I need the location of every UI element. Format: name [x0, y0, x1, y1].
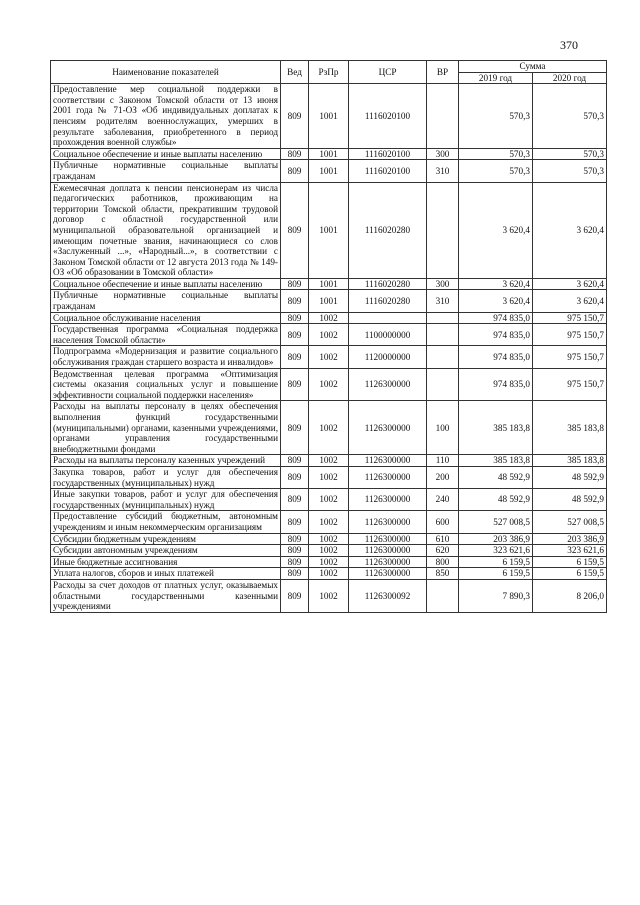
cell-csr: 1116020100 — [349, 148, 427, 160]
cell-vr: 310 — [427, 290, 459, 312]
cell-csr: 1116020100 — [349, 84, 427, 149]
cell-rzpr: 1001 — [309, 278, 349, 290]
cell-ved: 809 — [281, 556, 309, 568]
cell-csr: 1126300000 — [349, 466, 427, 488]
cell-rzpr: 1002 — [309, 312, 349, 324]
cell-csr: 1126300000 — [349, 533, 427, 545]
cell-name: Подпрограмма «Модернизация и развитие социального обслуживания граждан старшего возраста и инвалидов» — [51, 346, 281, 368]
cell-name: Публичные нормативные социальные выплаты гражданам — [51, 160, 281, 182]
cell-rzpr: 1001 — [309, 182, 349, 278]
cell-ved: 809 — [281, 489, 309, 511]
table-body — [51, 84, 607, 613]
cell-csr: 1126300000 — [349, 511, 427, 533]
cell-rzpr: 1002 — [309, 568, 349, 580]
cell-name: Социальное обеспечение и иные выплаты населению — [51, 278, 281, 290]
cell-ved: 809 — [281, 533, 309, 545]
cell-amount-2020: 975 150,7 — [533, 368, 607, 401]
cell-vr: 110 — [427, 455, 459, 467]
cell-amount-2020: 6 159,5 — [533, 568, 607, 580]
header-vr: ВР — [427, 61, 459, 84]
cell-amount-2020: 975 150,7 — [533, 312, 607, 324]
cell-rzpr: 1002 — [309, 401, 349, 455]
cell-vr — [427, 84, 459, 149]
cell-vr: 200 — [427, 466, 459, 488]
cell-name: Ведомственная целевая программа «Оптимизация системы оказания социальных услуг и повышение эффективности социальной поддержки населения» — [51, 368, 281, 401]
table-row — [51, 84, 607, 149]
cell-name: Социальное обеспечение и иные выплаты населению — [51, 148, 281, 160]
cell-amount-2019: 6 159,5 — [459, 568, 533, 580]
cell-amount-2020: 975 150,7 — [533, 346, 607, 368]
cell-rzpr: 1002 — [309, 466, 349, 488]
cell-csr: 1126300000 — [349, 489, 427, 511]
table-row — [51, 511, 607, 533]
cell-csr: 1126300000 — [349, 401, 427, 455]
cell-name: Предоставление мер социальной поддержки в соответствии с Законом Томской области от 13 июня 2001 года № 71-ОЗ «Об индивидуальных доплатах к пенсиям родителям военнослужащих, умерших в результате заболевания, приобретенного в период прохождения военной службы» — [51, 84, 281, 149]
budget-table — [50, 60, 607, 613]
cell-csr: 1126300000 — [349, 556, 427, 568]
cell-amount-2020: 385 183,8 — [533, 401, 607, 455]
cell-ved: 809 — [281, 160, 309, 182]
header-sum: Сумма — [459, 61, 607, 73]
cell-name: Государственная программа «Социальная поддержка населения Томской области» — [51, 324, 281, 346]
cell-vr: 300 — [427, 148, 459, 160]
cell-rzpr: 1002 — [309, 368, 349, 401]
cell-name: Ежемесячная доплата к пенсии пенсионерам из числа педагогических работников, проживающим на территории Томской области, прекратившим трудовой договор с областной государственной или муниципальной образовательной организацией и имеющим почетные звания, начинающиеся со слов «Заслуженный ...», «Народный...», в соответствии с Законом Томской области от 12 августа 2013 года № 149-ОЗ «Об образовании в Томской области» — [51, 182, 281, 278]
cell-amount-2019: 3 620,4 — [459, 278, 533, 290]
cell-amount-2020: 6 159,5 — [533, 556, 607, 568]
cell-amount-2019: 974 835,0 — [459, 346, 533, 368]
cell-vr: 300 — [427, 278, 459, 290]
cell-amount-2019: 48 592,9 — [459, 489, 533, 511]
cell-ved: 809 — [281, 278, 309, 290]
header-name: Наименование показателей — [51, 61, 281, 84]
cell-amount-2020: 3 620,4 — [533, 290, 607, 312]
table-row — [51, 568, 607, 580]
cell-csr: 1126300000 — [349, 568, 427, 580]
cell-ved: 809 — [281, 312, 309, 324]
cell-amount-2020: 570,3 — [533, 148, 607, 160]
cell-vr — [427, 579, 459, 612]
cell-vr: 610 — [427, 533, 459, 545]
cell-ved: 809 — [281, 455, 309, 467]
cell-amount-2019: 570,3 — [459, 148, 533, 160]
cell-vr: 620 — [427, 545, 459, 557]
cell-amount-2019: 974 835,0 — [459, 368, 533, 401]
cell-ved: 809 — [281, 545, 309, 557]
cell-amount-2019: 3 620,4 — [459, 290, 533, 312]
cell-amount-2019: 570,3 — [459, 160, 533, 182]
cell-amount-2020: 570,3 — [533, 160, 607, 182]
cell-ved: 809 — [281, 579, 309, 612]
cell-ved: 809 — [281, 84, 309, 149]
cell-csr — [349, 312, 427, 324]
table-row — [51, 401, 607, 455]
cell-amount-2019: 323 621,6 — [459, 545, 533, 557]
cell-amount-2019: 3 620,4 — [459, 182, 533, 278]
header-rzpr: РзПр — [309, 61, 349, 84]
cell-amount-2019: 7 890,3 — [459, 579, 533, 612]
cell-ved: 809 — [281, 346, 309, 368]
cell-amount-2020: 527 008,5 — [533, 511, 607, 533]
cell-rzpr: 1002 — [309, 346, 349, 368]
page-number: 370 — [560, 38, 578, 52]
cell-name: Иные бюджетные ассигнования — [51, 556, 281, 568]
table-row — [51, 346, 607, 368]
cell-ved: 809 — [281, 290, 309, 312]
table-header-row — [51, 61, 607, 73]
cell-vr — [427, 346, 459, 368]
header-2019: 2019 год — [459, 72, 533, 84]
table-row — [51, 579, 607, 612]
cell-csr: 1100000000 — [349, 324, 427, 346]
cell-csr: 1116020100 — [349, 160, 427, 182]
cell-name: Расходы на выплаты персоналу в целях обеспечения выполнения функций государственными (муниципальными) органами, казенными учреждениями, органами управления государственными внебюджетными фондами — [51, 401, 281, 455]
cell-vr: 240 — [427, 489, 459, 511]
cell-amount-2020: 48 592,9 — [533, 466, 607, 488]
cell-rzpr: 1001 — [309, 84, 349, 149]
cell-vr: 100 — [427, 401, 459, 455]
cell-name: Уплата налогов, сборов и иных платежей — [51, 568, 281, 580]
header-2020: 2020 год — [533, 72, 607, 84]
cell-name: Субсидии бюджетным учреждениям — [51, 533, 281, 545]
cell-amount-2020: 8 206,0 — [533, 579, 607, 612]
cell-amount-2019: 974 835,0 — [459, 312, 533, 324]
cell-rzpr: 1002 — [309, 556, 349, 568]
cell-name: Расходы на выплаты персоналу казенных учреждений — [51, 455, 281, 467]
table-row — [51, 182, 607, 278]
cell-amount-2019: 203 386,9 — [459, 533, 533, 545]
table-row — [51, 545, 607, 557]
table-row — [51, 556, 607, 568]
cell-vr: 600 — [427, 511, 459, 533]
cell-rzpr: 1002 — [309, 324, 349, 346]
cell-rzpr: 1001 — [309, 160, 349, 182]
cell-csr: 1126300092 — [349, 579, 427, 612]
table-row — [51, 290, 607, 312]
table-row — [51, 324, 607, 346]
cell-name: Закупка товаров, работ и услуг для обеспечения государственных (муниципальных) нужд — [51, 466, 281, 488]
cell-name: Расходы за счет доходов от платных услуг, оказываемых областными государственными казенными учреждениями — [51, 579, 281, 612]
cell-vr — [427, 182, 459, 278]
cell-ved: 809 — [281, 401, 309, 455]
cell-name: Иные закупки товаров, работ и услуг для обеспечения государственных (муниципальных) нужд — [51, 489, 281, 511]
table-row — [51, 466, 607, 488]
cell-rzpr: 1001 — [309, 290, 349, 312]
cell-name: Социальное обслуживание населения — [51, 312, 281, 324]
table-row — [51, 489, 607, 511]
cell-ved: 809 — [281, 466, 309, 488]
table-row — [51, 160, 607, 182]
cell-csr: 1126300000 — [349, 368, 427, 401]
cell-amount-2020: 48 592,9 — [533, 489, 607, 511]
cell-amount-2020: 323 621,6 — [533, 545, 607, 557]
header-ved: Вед — [281, 61, 309, 84]
cell-ved: 809 — [281, 148, 309, 160]
cell-vr: 310 — [427, 160, 459, 182]
cell-name: Субсидии автономным учреждениям — [51, 545, 281, 557]
cell-amount-2019: 385 183,8 — [459, 455, 533, 467]
cell-ved: 809 — [281, 368, 309, 401]
table-row — [51, 312, 607, 324]
cell-ved: 809 — [281, 182, 309, 278]
table-row — [51, 148, 607, 160]
cell-amount-2019: 385 183,8 — [459, 401, 533, 455]
cell-rzpr: 1002 — [309, 511, 349, 533]
table-row — [51, 278, 607, 290]
cell-ved: 809 — [281, 324, 309, 346]
cell-amount-2019: 527 008,5 — [459, 511, 533, 533]
table-row — [51, 533, 607, 545]
cell-amount-2020: 203 386,9 — [533, 533, 607, 545]
cell-vr — [427, 312, 459, 324]
cell-vr: 850 — [427, 568, 459, 580]
cell-rzpr: 1002 — [309, 579, 349, 612]
header-csr: ЦСР — [349, 61, 427, 84]
table-row — [51, 368, 607, 401]
cell-csr: 1116020280 — [349, 290, 427, 312]
cell-ved: 809 — [281, 568, 309, 580]
cell-vr: 800 — [427, 556, 459, 568]
cell-name: Публичные нормативные социальные выплаты гражданам — [51, 290, 281, 312]
table-row — [51, 455, 607, 467]
cell-csr: 1126300000 — [349, 545, 427, 557]
cell-vr — [427, 324, 459, 346]
cell-rzpr: 1002 — [309, 545, 349, 557]
cell-rzpr: 1002 — [309, 489, 349, 511]
cell-amount-2020: 975 150,7 — [533, 324, 607, 346]
cell-amount-2019: 570,3 — [459, 84, 533, 149]
cell-rzpr: 1001 — [309, 148, 349, 160]
cell-csr: 1120000000 — [349, 346, 427, 368]
cell-csr: 1116020280 — [349, 182, 427, 278]
cell-vr — [427, 368, 459, 401]
cell-amount-2020: 3 620,4 — [533, 182, 607, 278]
cell-csr: 1116020280 — [349, 278, 427, 290]
cell-name: Предоставление субсидий бюджетным, автономным учреждениям и иным некоммерческим организациям — [51, 511, 281, 533]
cell-ved: 809 — [281, 511, 309, 533]
cell-amount-2020: 385 183,8 — [533, 455, 607, 467]
cell-rzpr: 1002 — [309, 455, 349, 467]
cell-amount-2019: 6 159,5 — [459, 556, 533, 568]
cell-amount-2019: 974 835,0 — [459, 324, 533, 346]
cell-amount-2019: 48 592,9 — [459, 466, 533, 488]
cell-amount-2020: 3 620,4 — [533, 278, 607, 290]
cell-rzpr: 1002 — [309, 533, 349, 545]
cell-csr: 1126300000 — [349, 455, 427, 467]
cell-amount-2020: 570,3 — [533, 84, 607, 149]
